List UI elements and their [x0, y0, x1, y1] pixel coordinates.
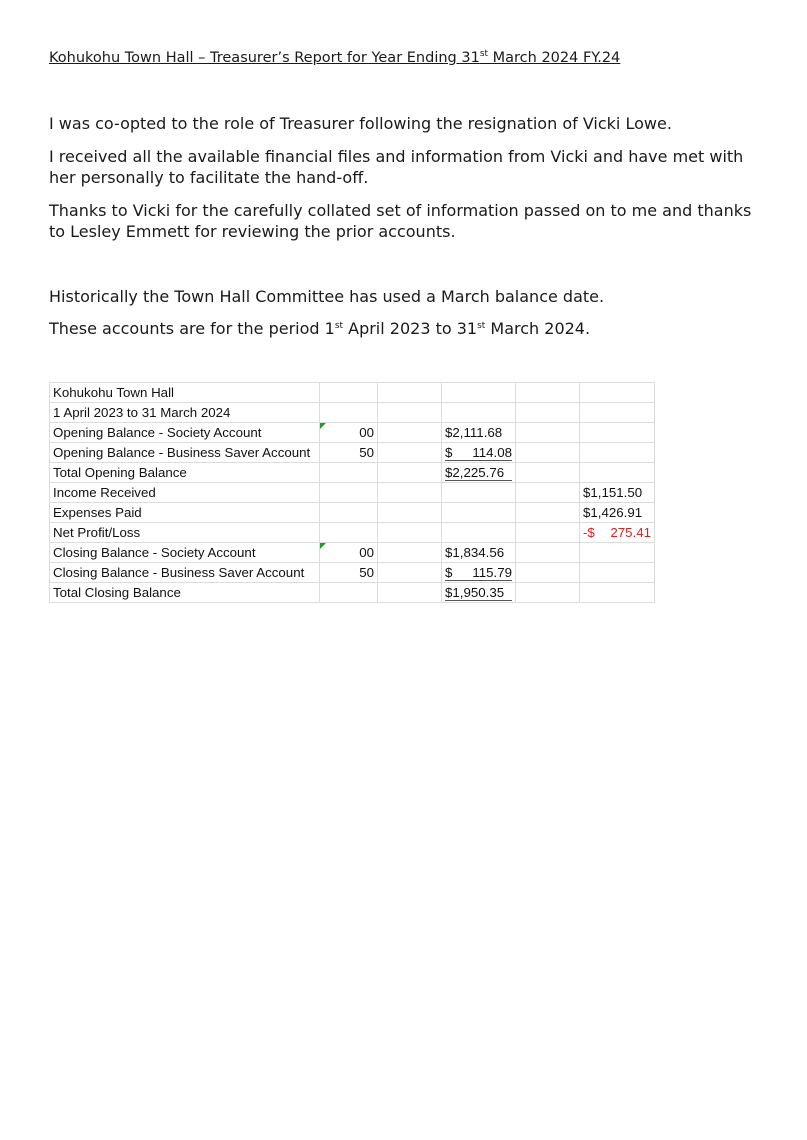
amount-value: 1,151.50: [590, 485, 643, 500]
amount-cell: [442, 563, 516, 583]
currency-symbol: $: [445, 564, 453, 580]
table-row: [50, 463, 655, 483]
row-label: Kohukohu Town Hall: [50, 383, 320, 403]
period-text-2: April 2023 to 31: [343, 319, 478, 338]
period-text-3: March 2024.: [485, 319, 591, 338]
currency-symbol: $: [583, 485, 591, 500]
table-row: [50, 383, 655, 403]
table-row: [50, 423, 655, 443]
error-flag-icon: [320, 423, 326, 429]
paragraph-balance-date: Historically the Town Hall Committee has used a March balance date.: [49, 287, 605, 306]
row-label: Opening Balance - Business Saver Account: [50, 443, 320, 463]
table-row: [50, 563, 655, 583]
net-loss-cell: [580, 523, 655, 543]
row-label: Expenses Paid: [50, 503, 320, 523]
account-code: 00: [359, 545, 374, 560]
row-label: 1 April 2023 to 31 March 2024: [50, 403, 320, 423]
table-row: [50, 403, 655, 423]
paragraph-period: [49, 318, 769, 339]
account-code-cell: [320, 543, 378, 563]
heading-text-end: March 2024 FY.24: [488, 50, 621, 66]
paragraph-thanks: Thanks to Vicki for the carefully collated set of information passed on to me and thanks to Lesley Emmett for reviewing the prior accounts.: [49, 201, 752, 241]
account-code-cell: [320, 423, 378, 443]
currency-symbol: -$: [583, 525, 595, 540]
heading-text: Kohukohu Town Hall – Treasurer’s Report for Year Ending 31: [49, 50, 480, 66]
amount-cell: [442, 423, 516, 443]
amount-value: 115.79: [472, 564, 512, 580]
error-flag-icon: [320, 543, 326, 549]
amount-cell: [580, 503, 655, 523]
amount-cell: [442, 583, 516, 603]
row-label: Closing Balance - Society Account: [50, 543, 320, 563]
currency-symbol: $: [445, 584, 453, 600]
paragraph-co-opted: I was co-opted to the role of Treasurer following the resignation of Vicki Lowe.: [49, 114, 672, 133]
currency-symbol: $: [445, 444, 453, 460]
table-row: [50, 523, 655, 543]
currency-symbol: $: [583, 505, 591, 520]
paragraph-files-received: I received all the available financial files and information from Vicki and have met with her personally to facilitate the hand-off.: [49, 147, 744, 187]
row-label: Total Closing Balance: [50, 583, 320, 603]
period-superscript-2: st: [477, 321, 486, 331]
row-label: Total Opening Balance: [50, 463, 320, 483]
account-code: 50: [320, 563, 378, 583]
row-label: Net Profit/Loss: [50, 523, 320, 543]
table-row: [50, 503, 655, 523]
amount-value: 2,111.68: [452, 425, 503, 440]
table-row: [50, 443, 655, 463]
amount-value: 114.08: [472, 444, 512, 460]
amount-cell: [580, 483, 655, 503]
row-label: Opening Balance - Society Account: [50, 423, 320, 443]
amount-cell: [442, 463, 516, 483]
amount-value: 275.41: [610, 525, 651, 540]
report-heading: [49, 50, 620, 66]
amount-value: 2,225.76: [452, 464, 505, 480]
amount-value: 1,950.35: [452, 584, 505, 600]
row-label: Income Received: [50, 483, 320, 503]
currency-symbol: $: [445, 425, 453, 440]
amount-cell: [442, 543, 516, 563]
currency-symbol: $: [445, 545, 453, 560]
table-row: [50, 583, 655, 603]
account-code: 50: [320, 443, 378, 463]
accounts-table: [49, 382, 655, 603]
row-label: Closing Balance - Business Saver Account: [50, 563, 320, 583]
heading-superscript: st: [479, 49, 489, 59]
period-text-1: These accounts are for the period 1: [49, 319, 335, 338]
table-row: [50, 543, 655, 563]
amount-value: 1,834.56: [452, 545, 505, 560]
amount-cell: [442, 443, 516, 463]
period-superscript-1: st: [334, 321, 344, 331]
account-code: 00: [359, 425, 374, 440]
amount-value: 1,426.91: [590, 505, 643, 520]
currency-symbol: $: [445, 464, 453, 480]
table-row: [50, 483, 655, 503]
